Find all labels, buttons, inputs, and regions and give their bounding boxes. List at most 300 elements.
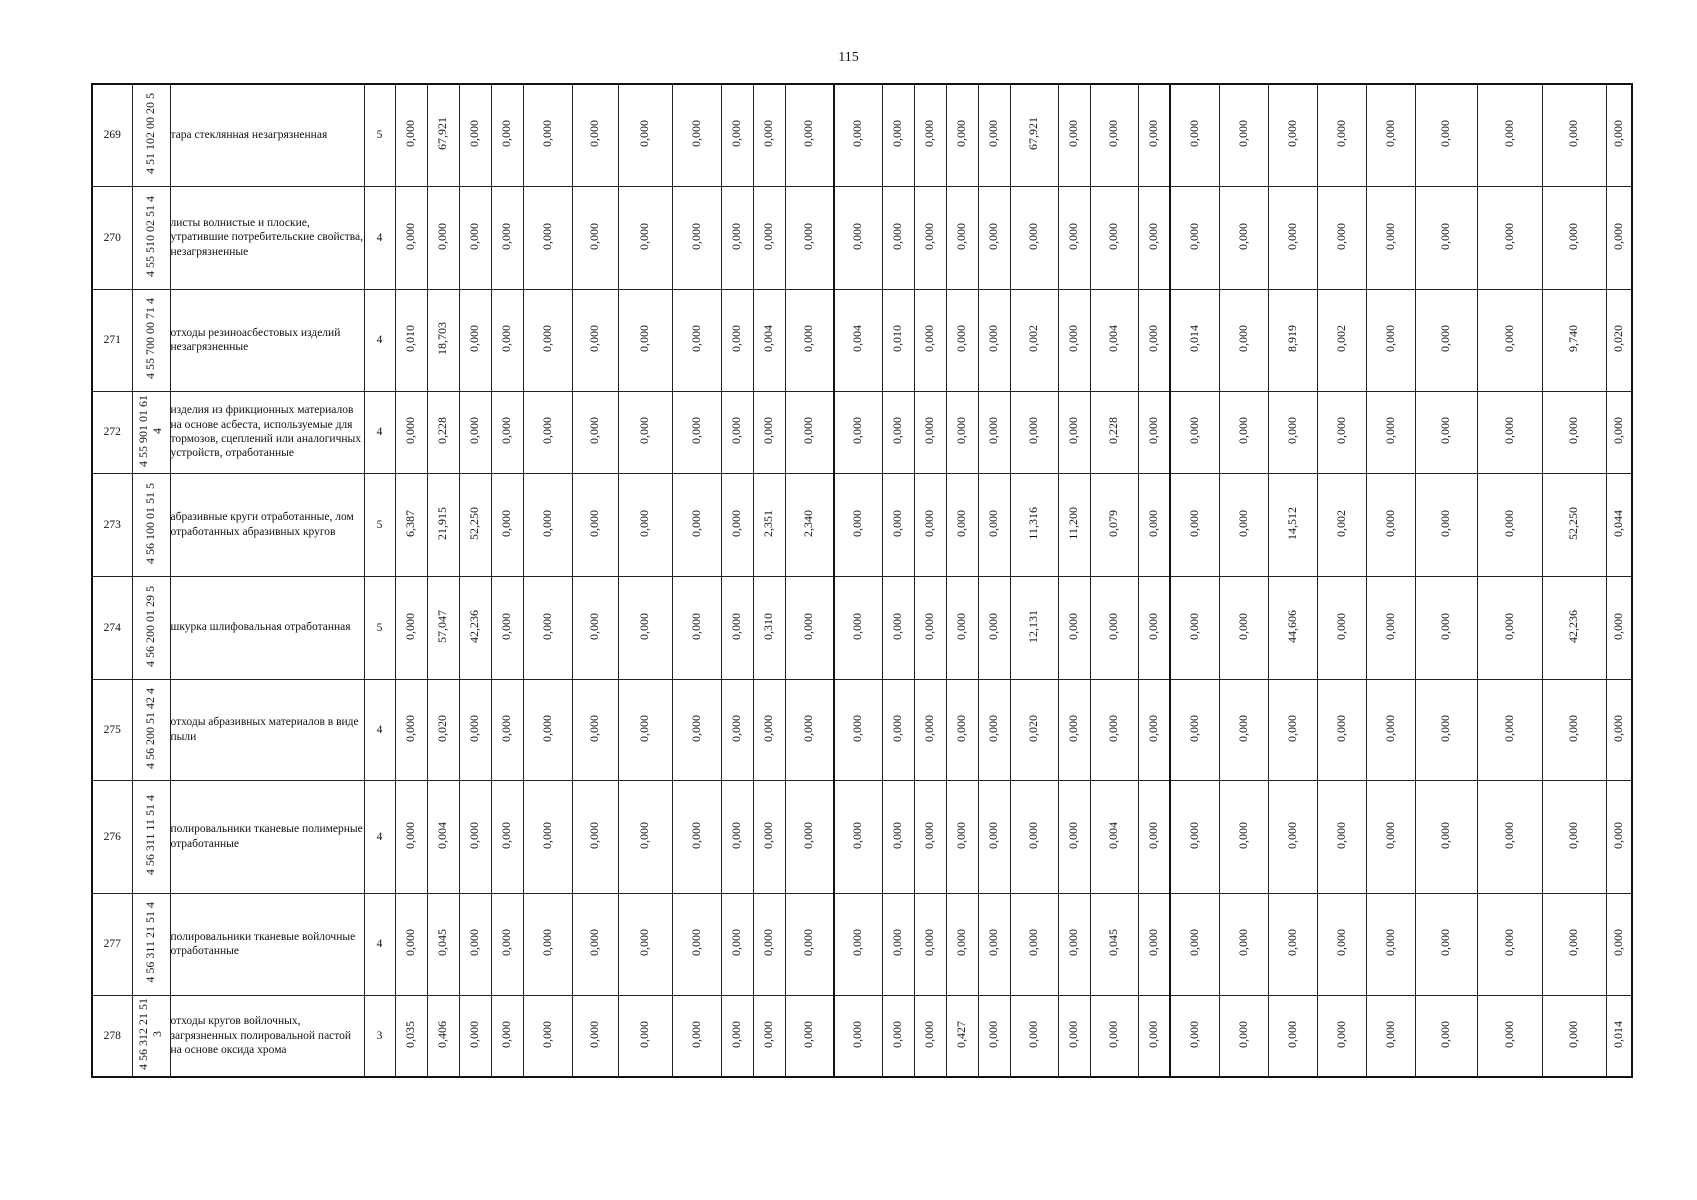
value-text: 0,000: [922, 929, 937, 956]
value-text: 0,000: [499, 1020, 514, 1048]
value-text: 0,000: [688, 120, 703, 148]
table-row: [92, 391, 1632, 473]
value-cell: [834, 995, 882, 1077]
value-text: 0,000: [729, 417, 744, 444]
value-text: 0,000: [850, 222, 865, 250]
value-text: 0,000: [1501, 222, 1516, 250]
value-cell: [1415, 780, 1477, 893]
value-text: 0,000: [954, 120, 969, 148]
value-text: 0,000: [954, 222, 969, 250]
value-text: 0,000: [1106, 1020, 1121, 1048]
value-text: 0,004: [761, 325, 776, 352]
value-cell: [1606, 780, 1632, 893]
value-cell: [672, 289, 721, 391]
value-cell: [1268, 780, 1317, 893]
value-cell: [491, 473, 523, 576]
value-cell: [834, 780, 882, 893]
value-cell: [882, 893, 914, 995]
value-cell: [882, 576, 914, 679]
value-cell: [491, 679, 523, 780]
value-text: 0,000: [1235, 821, 1250, 849]
value-text: 0,000: [1566, 222, 1581, 250]
value-text: 0,000: [922, 120, 937, 148]
value-text: 0,002: [1333, 509, 1348, 537]
value-text: 0,000: [1566, 1020, 1581, 1048]
value-cell: [1219, 576, 1268, 679]
value-text: 0,000: [1333, 1020, 1348, 1048]
value-cell: [1477, 679, 1542, 780]
value-cell: [572, 473, 618, 576]
hazard-class: 3: [364, 995, 395, 1077]
value-text: 0,000: [850, 120, 865, 148]
value-text: 0,000: [954, 417, 969, 444]
value-text: 0,000: [850, 612, 865, 640]
value-cell: [1415, 995, 1477, 1077]
value-cell: [978, 473, 1010, 576]
waste-code-text: 4 56 100 01 51 5: [143, 482, 158, 564]
value-cell: [395, 84, 427, 186]
row-number: 276: [92, 780, 132, 893]
value-text: 0,000: [1382, 612, 1397, 640]
value-text: 0,000: [539, 714, 554, 742]
waste-table: [91, 83, 1633, 1078]
value-cell: [1606, 473, 1632, 576]
row-number: 274: [92, 576, 132, 679]
value-cell: [572, 995, 618, 1077]
value-cell: [1606, 289, 1632, 391]
value-text: 0,000: [1026, 1020, 1041, 1048]
value-cell: [1090, 679, 1138, 780]
value-text: 0,000: [801, 120, 816, 148]
value-cell: [1058, 84, 1090, 186]
table-row: [92, 473, 1632, 576]
value-cell: [1219, 780, 1268, 893]
value-cell: [572, 679, 618, 780]
value-cell: [914, 473, 946, 576]
hazard-class: 4: [364, 893, 395, 995]
value-cell: [618, 576, 672, 679]
value-text: 0,002: [1026, 325, 1041, 352]
value-text: 0,000: [688, 509, 703, 537]
value-text: 0,000: [761, 929, 776, 956]
value-cell: [427, 679, 459, 780]
value-text: 0,000: [890, 509, 905, 537]
waste-name: отходы кругов войлочных, загрязненных полировальной пастой на основе оксида хрома: [170, 995, 364, 1077]
value-cell: [1317, 186, 1366, 289]
value-cell: [618, 679, 672, 780]
value-cell: [1138, 893, 1170, 995]
value-cell: [1219, 289, 1268, 391]
value-text: 0,000: [986, 325, 1001, 352]
value-cell: [1138, 84, 1170, 186]
value-text: 0,000: [729, 929, 744, 956]
value-cell: [1366, 391, 1415, 473]
value-cell: [459, 576, 491, 679]
value-text: 0,000: [1501, 612, 1516, 640]
row-number: 275: [92, 679, 132, 780]
waste-name: абразивные круги отработанные, лом отработанных абразивных кругов: [170, 473, 364, 576]
value-cell: [1219, 473, 1268, 576]
value-cell: [395, 780, 427, 893]
value-text: 0,000: [1333, 612, 1348, 640]
value-text: 0,000: [1284, 417, 1299, 444]
value-text: 8,919: [1284, 325, 1299, 352]
value-text: 0,000: [587, 612, 602, 640]
value-cell: [914, 84, 946, 186]
value-cell: [914, 995, 946, 1077]
value-text: 42,236: [467, 609, 482, 643]
value-text: 0,000: [1382, 120, 1397, 148]
value-cell: [834, 576, 882, 679]
value-text: 0,000: [587, 325, 602, 352]
table-row: [92, 289, 1632, 391]
value-text: 11,316: [1026, 506, 1041, 540]
value-text: 0,000: [587, 417, 602, 444]
value-text: 0,004: [1106, 821, 1121, 849]
value-text: 0,000: [761, 222, 776, 250]
value-text: 0,000: [1382, 714, 1397, 742]
value-text: 0,000: [1438, 325, 1453, 352]
value-text: 0,000: [1501, 1020, 1516, 1048]
value-text: 0,000: [539, 120, 554, 148]
value-text: 0,000: [1186, 509, 1201, 537]
value-cell: [834, 473, 882, 576]
value-text: 0,014: [1610, 1020, 1625, 1048]
hazard-class: 4: [364, 289, 395, 391]
value-cell: [618, 289, 672, 391]
value-cell: [427, 780, 459, 893]
value-text: 42,236: [1566, 609, 1581, 643]
value-cell: [672, 893, 721, 995]
row-number: 270: [92, 186, 132, 289]
value-cell: [672, 780, 721, 893]
value-cell: [618, 893, 672, 995]
value-cell: [1170, 186, 1219, 289]
value-text: 0,000: [637, 222, 652, 250]
value-text: 0,000: [890, 714, 905, 742]
value-cell: [914, 391, 946, 473]
waste-name: полировальники тканевые войлочные отработанные: [170, 893, 364, 995]
value-cell: [459, 995, 491, 1077]
value-cell: [1219, 893, 1268, 995]
value-cell: [721, 473, 753, 576]
value-text: 0,000: [1501, 929, 1516, 956]
value-text: 0,000: [1333, 929, 1348, 956]
value-cell: [978, 679, 1010, 780]
value-cell: [1170, 289, 1219, 391]
waste-code-text: 4 51 102 00 20 5: [143, 93, 158, 175]
value-text: 0,000: [729, 612, 744, 640]
value-cell: [882, 186, 914, 289]
hazard-class: 4: [364, 679, 395, 780]
value-cell: [395, 893, 427, 995]
value-cell: [395, 186, 427, 289]
value-text: 0,035: [403, 1020, 418, 1048]
value-cell: [785, 893, 834, 995]
value-text: 0,000: [539, 509, 554, 537]
value-text: 52,250: [1566, 506, 1581, 540]
value-cell: [753, 576, 785, 679]
value-text: 0,427: [954, 1020, 969, 1048]
value-text: 0,000: [587, 509, 602, 537]
value-text: 0,000: [1501, 417, 1516, 444]
value-cell: [1415, 84, 1477, 186]
value-text: 0,000: [1333, 821, 1348, 849]
value-text: 0,000: [1235, 222, 1250, 250]
value-text: 0,000: [499, 222, 514, 250]
value-text: 0,000: [637, 509, 652, 537]
value-text: 0,000: [761, 120, 776, 148]
waste-code-text: 4 56 200 01 29 5: [143, 585, 158, 667]
value-text: 0,000: [729, 821, 744, 849]
value-text: 0,000: [1501, 821, 1516, 849]
value-text: 0,000: [1382, 1020, 1397, 1048]
value-text: 0,000: [1186, 714, 1201, 742]
value-text: 0,000: [922, 509, 937, 537]
value-cell: [1415, 679, 1477, 780]
value-text: 0,000: [403, 417, 418, 444]
value-cell: [1366, 780, 1415, 893]
value-cell: [427, 473, 459, 576]
value-text: 0,000: [637, 120, 652, 148]
waste-code-text: 4 55 901 01 61 4: [136, 394, 164, 467]
value-text: 0,000: [1066, 929, 1081, 956]
value-text: 0,000: [1438, 222, 1453, 250]
value-cell: [523, 186, 572, 289]
value-cell: [785, 186, 834, 289]
value-text: 0,004: [435, 821, 450, 849]
value-cell: [753, 679, 785, 780]
value-cell: [1477, 780, 1542, 893]
value-text: 0,000: [467, 120, 482, 148]
value-cell: [1317, 679, 1366, 780]
value-cell: [1542, 576, 1606, 679]
value-text: 0,020: [1026, 714, 1041, 742]
value-cell: [882, 391, 914, 473]
value-cell: [618, 84, 672, 186]
value-cell: [721, 679, 753, 780]
value-cell: [1219, 84, 1268, 186]
hazard-class: 4: [364, 391, 395, 473]
value-text: 0,000: [1186, 1020, 1201, 1048]
value-text: 0,000: [637, 325, 652, 352]
waste-code: [132, 473, 170, 576]
value-text: 0,000: [801, 714, 816, 742]
value-text: 0,000: [587, 929, 602, 956]
value-text: 0,000: [1382, 325, 1397, 352]
waste-code-text: 4 56 311 21 51 4: [143, 902, 158, 983]
value-cell: [523, 84, 572, 186]
value-cell: [459, 391, 491, 473]
row-number: 273: [92, 473, 132, 576]
value-text: 0,000: [1438, 612, 1453, 640]
value-text: 9,740: [1566, 325, 1581, 352]
value-cell: [882, 995, 914, 1077]
value-text: 0,000: [1382, 821, 1397, 849]
value-cell: [1010, 893, 1058, 995]
value-cell: [1268, 473, 1317, 576]
value-text: 0,000: [1066, 1020, 1081, 1048]
value-text: 0,000: [1186, 929, 1201, 956]
value-cell: [672, 186, 721, 289]
value-cell: [753, 473, 785, 576]
value-text: 0,000: [499, 612, 514, 640]
value-text: 0,000: [1066, 714, 1081, 742]
value-cell: [523, 780, 572, 893]
value-cell: [1058, 679, 1090, 780]
value-cell: [1317, 576, 1366, 679]
value-text: 0,000: [850, 714, 865, 742]
value-text: 0,000: [499, 929, 514, 956]
value-text: 0,079: [1106, 509, 1121, 537]
value-text: 67,921: [435, 117, 450, 151]
value-text: 0,000: [729, 120, 744, 148]
value-text: 0,000: [1106, 612, 1121, 640]
value-cell: [721, 893, 753, 995]
value-cell: [491, 289, 523, 391]
value-text: 0,000: [688, 612, 703, 640]
value-cell: [721, 186, 753, 289]
value-text: 0,000: [1186, 821, 1201, 849]
value-cell: [572, 391, 618, 473]
value-text: 0,000: [729, 325, 744, 352]
value-cell: [914, 893, 946, 995]
value-text: 0,000: [1438, 509, 1453, 537]
value-cell: [978, 995, 1010, 1077]
value-cell: [946, 780, 978, 893]
value-cell: [978, 289, 1010, 391]
value-cell: [1058, 473, 1090, 576]
value-cell: [1219, 186, 1268, 289]
value-cell: [882, 679, 914, 780]
value-text: 0,000: [761, 417, 776, 444]
value-cell: [1415, 289, 1477, 391]
value-text: 0,000: [1610, 222, 1625, 250]
value-text: 0,020: [1610, 325, 1625, 352]
value-cell: [1366, 995, 1415, 1077]
value-cell: [672, 995, 721, 1077]
value-text: 0,000: [1501, 120, 1516, 148]
value-cell: [1058, 576, 1090, 679]
value-cell: [882, 289, 914, 391]
value-cell: [1219, 995, 1268, 1077]
value-cell: [978, 893, 1010, 995]
value-text: 0,000: [1333, 120, 1348, 148]
value-text: 0,000: [1145, 222, 1160, 250]
value-cell: [491, 576, 523, 679]
value-text: 0,000: [467, 821, 482, 849]
waste-code: [132, 679, 170, 780]
value-text: 0,000: [1610, 120, 1625, 148]
value-text: 0,000: [637, 1020, 652, 1048]
value-text: 0,000: [761, 714, 776, 742]
value-cell: [1477, 289, 1542, 391]
value-text: 12,131: [1026, 609, 1041, 643]
value-text: 0,000: [403, 929, 418, 956]
value-cell: [721, 995, 753, 1077]
value-cell: [1606, 84, 1632, 186]
value-cell: [1058, 780, 1090, 893]
value-cell: [1477, 391, 1542, 473]
value-text: 0,000: [801, 1020, 816, 1048]
value-cell: [1090, 84, 1138, 186]
waste-name: листы волнистые и плоские, утратившие потребительские свойства, незагрязненные: [170, 186, 364, 289]
value-cell: [1415, 576, 1477, 679]
value-text: 0,000: [1106, 222, 1121, 250]
value-cell: [523, 289, 572, 391]
value-cell: [618, 995, 672, 1077]
value-text: 0,000: [539, 612, 554, 640]
value-cell: [427, 84, 459, 186]
waste-code: [132, 391, 170, 473]
value-cell: [785, 84, 834, 186]
value-text: 0,000: [729, 222, 744, 250]
value-cell: [572, 84, 618, 186]
value-cell: [459, 780, 491, 893]
value-text: 0,000: [1501, 509, 1516, 537]
value-text: 0,000: [1066, 120, 1081, 148]
value-text: 0,000: [890, 120, 905, 148]
value-text: 0,000: [1026, 417, 1041, 444]
value-cell: [834, 893, 882, 995]
value-cell: [1010, 995, 1058, 1077]
value-text: 0,000: [922, 714, 937, 742]
value-text: 0,000: [1566, 714, 1581, 742]
value-text: 0,000: [1106, 714, 1121, 742]
value-text: 0,000: [539, 821, 554, 849]
value-cell: [523, 679, 572, 780]
value-cell: [785, 473, 834, 576]
value-text: 0,004: [850, 325, 865, 352]
value-cell: [1268, 893, 1317, 995]
waste-code-text: 4 55 700 00 71 4: [143, 298, 158, 379]
value-cell: [1542, 679, 1606, 780]
value-text: 0,000: [986, 714, 1001, 742]
value-cell: [946, 679, 978, 780]
value-cell: [946, 391, 978, 473]
waste-name: отходы резиноасбестовых изделий незагрязненные: [170, 289, 364, 391]
value-text: 0,000: [688, 417, 703, 444]
value-cell: [753, 289, 785, 391]
value-text: 0,000: [1566, 120, 1581, 148]
value-cell: [946, 289, 978, 391]
value-text: 0,000: [1610, 714, 1625, 742]
value-cell: [672, 473, 721, 576]
value-cell: [1138, 780, 1170, 893]
row-number: 277: [92, 893, 132, 995]
value-text: 0,000: [801, 417, 816, 444]
value-text: 0,010: [403, 325, 418, 352]
value-cell: [785, 780, 834, 893]
value-cell: [1366, 679, 1415, 780]
value-text: 0,000: [1106, 120, 1121, 148]
value-cell: [785, 289, 834, 391]
value-cell: [523, 893, 572, 995]
hazard-class: 5: [364, 84, 395, 186]
value-cell: [721, 84, 753, 186]
value-text: 0,000: [922, 612, 937, 640]
value-cell: [672, 679, 721, 780]
value-cell: [946, 576, 978, 679]
value-cell: [914, 780, 946, 893]
value-text: 0,000: [499, 325, 514, 352]
value-text: 0,000: [1145, 325, 1160, 352]
value-text: 0,000: [587, 1020, 602, 1048]
value-cell: [785, 995, 834, 1077]
value-text: 0,000: [1284, 714, 1299, 742]
value-text: 0,000: [688, 1020, 703, 1048]
value-text: 0,000: [587, 120, 602, 148]
